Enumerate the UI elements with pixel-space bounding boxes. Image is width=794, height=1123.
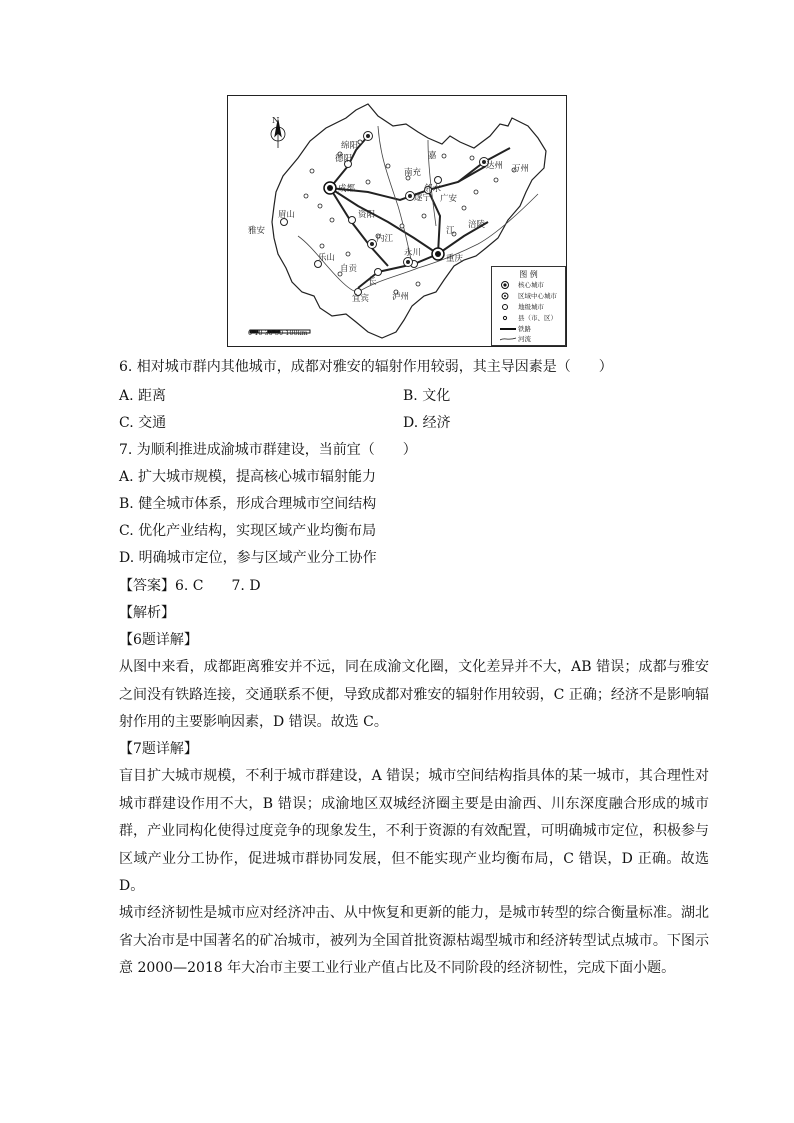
legend-river: 河流 (500, 335, 531, 343)
city-label-lingshui: 邻水 (424, 184, 442, 194)
q6-stem: 6. 相对城市群内其他城市，成都对雅安的辐射作用较弱，其主导因素是（ ） (119, 359, 613, 375)
city-label-fuling: 涪陵 (468, 220, 486, 230)
north-label: N (272, 116, 280, 126)
city-label-nanchong: 南充 (404, 168, 422, 178)
city-label-ziyang: 资阳 (358, 210, 376, 220)
county-symbol-icon (500, 314, 518, 322)
detail-6-heading: 【6题详解】 (119, 632, 198, 648)
q6-option-c: C. 交通 (119, 415, 167, 431)
q7-option-c: C. 优化产业结构，实现区域产业均衡布局 (119, 523, 377, 539)
railway-symbol-icon (500, 325, 518, 333)
city-label-jia: 嘉 (428, 151, 437, 161)
city-label-yaan: 雅安 (248, 226, 266, 236)
answer-line: 【答案】6. C 7. D (119, 578, 261, 594)
city-label-yibin: 宜宾 (352, 294, 370, 304)
city-label-jiang: 江 (446, 226, 455, 236)
analysis-heading: 【解析】 (119, 605, 175, 621)
city-label-guangan: 广安 (440, 194, 458, 204)
q7-option-d: D. 明确城市定位，参与区域产业分工协作 (119, 550, 377, 566)
intro-paragraph: 城市经济韧性是城市应对经济冲击、从中恢复和更新的能力，是城市转型的综合衡量标准。湖北省大冶市是中国著名的矿冶城市，被列为全国首批资源枯竭型城市和经济转型试点城市。下图示意 2000—2018 年大冶市主要工业行业产值占比及不同阶段的经济韧性，完成下面小题。 (119, 905, 709, 976)
legend-regional-center: 区域中心城市 (500, 292, 557, 300)
q6-option-a: A. 距离 (119, 388, 167, 404)
detail-7-text: 盲目扩大城市规模，不利于城市群建设，A 错误；城市空间结构指具体的某一城市，其合理性对城市群建设作用不大，B 错误；成渝地区双城经济圈主要是由渝西、川东深度融合形成的城市群，产业同构化使得过度竞争的现象发生，不利于资源的有效配置，可明确城市定位，积极参与区域产业分工协作，促进城市群协同发展，但不能实现产业均衡布局，C 错误，D 正确。故选 D。 (119, 768, 709, 894)
scale-label: 0 10 30 50 100km (248, 329, 308, 337)
detail-6-text: 从图中来看，成都距离雅安并不远，同在成渝文化圈，文化差异并不大，AB 错误；成都与雅安之间没有铁路连接，交通联系不便，导致成都对雅安的辐射作用较弱，C 正确；经济不是影响辐射作用的主要影响因素，D 错误。故选 C。 (119, 659, 709, 730)
city-label-mianyang: 绵阳 (341, 141, 359, 151)
regional-center-symbol-icon (500, 292, 518, 300)
legend-county: 县（市、区） (500, 314, 557, 322)
legend-core-city: 核心城市 (500, 281, 544, 289)
prefecture-cities (281, 161, 442, 296)
legend-prefecture-city: 地级城市 (500, 303, 544, 311)
city-label-leshan: 乐山 (318, 253, 336, 263)
legend-title: 图 例 (519, 270, 538, 279)
city-label-deyang: 德阳 (335, 154, 353, 164)
legend-railway: 铁路 (500, 325, 531, 333)
city-label-dazhou: 达州 (486, 161, 504, 171)
city-label-wanzhou: 万州 (512, 164, 530, 174)
map-legend (491, 266, 566, 346)
detail-7-heading: 【7题详解】 (119, 741, 198, 757)
city-label-chengdu: 成都 (338, 184, 356, 194)
prefecture-city-symbol-icon (500, 303, 518, 311)
city-label-zigong: 自贡 (340, 264, 358, 274)
city-label-chang: 长 (368, 277, 377, 287)
q6-option-b: B. 文化 (403, 388, 451, 404)
city-label-yongchuan: 永川 (404, 248, 422, 258)
river-symbol-icon (500, 335, 518, 343)
q7-option-b: B. 健全城市体系，形成合理城市空间结构 (119, 496, 377, 512)
city-label-meishan: 眉山 (278, 210, 296, 220)
city-label-chongqing: 重庆 (446, 254, 464, 264)
q7-stem: 7. 为顺利推进成渝城市群建设，当前宜（ ） (119, 442, 417, 458)
q7-option-a: A. 扩大城市规模，提高核心城市辐射能力 (119, 469, 377, 485)
city-label-suining: 遂宁 (414, 193, 432, 203)
core-city-symbol-icon (500, 281, 518, 289)
q6-option-d: D. 经济 (403, 415, 451, 431)
map-figure (227, 95, 567, 347)
city-label-neijiang: 内江 (376, 234, 394, 244)
city-label-luzhou: 泸州 (392, 292, 410, 302)
